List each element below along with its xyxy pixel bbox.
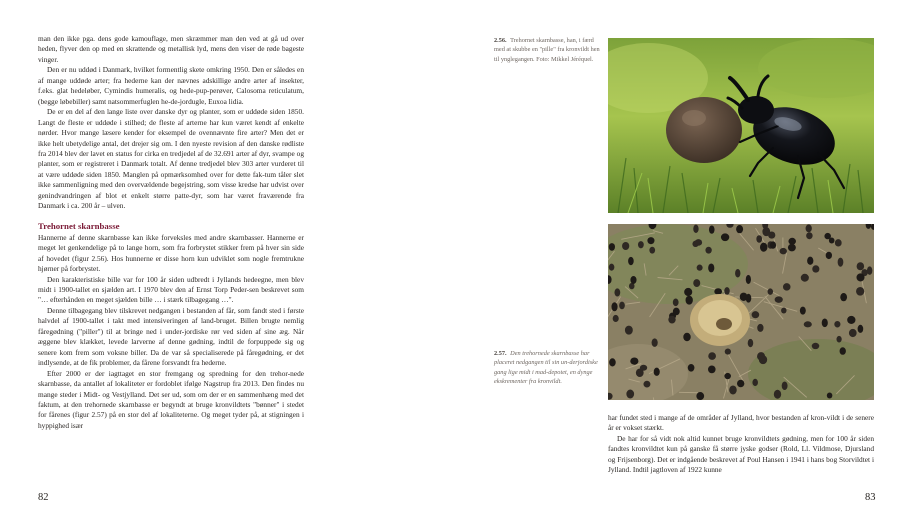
dung-pellet xyxy=(695,239,702,246)
dung-pellet xyxy=(643,381,650,388)
dung-pellet xyxy=(835,239,842,246)
dung-pellet xyxy=(780,248,787,255)
dung-pellet xyxy=(622,242,629,250)
dung-pellet xyxy=(640,365,647,371)
dung-pellet xyxy=(625,326,633,335)
dung-pellet xyxy=(775,296,783,303)
caption-text: Den trehornede skarnbasse har placeret nedgangen til sin un-derjordiske gang lige midt i mad-depotet, en dynge ekskrementer fra kronvildt. xyxy=(494,350,598,386)
dung-pellet xyxy=(840,347,846,354)
dung-pellet xyxy=(709,225,715,233)
paragraph: man den ikke pga. dens gode kamouflage, men skræmmer man den ved at gå ud over heden, flyver den op med en skrattende og metallisk lyd, mens den viser de røde bageste vinger. xyxy=(38,34,304,64)
dung-pellet xyxy=(628,257,634,265)
dung-pellet xyxy=(760,243,767,252)
dung-pellet xyxy=(801,274,809,282)
dung-pellet xyxy=(847,316,855,324)
dung-pellet xyxy=(822,319,828,328)
dung-pellet xyxy=(788,238,796,245)
paragraph: De er en del af den lange liste over danske dyr og planter, som er uddøde siden 1850. Langt de fleste er uddøde i stilhed; de fleste af arterne har kun været kendt af enkelte nørder. Hvor mange læsere kender for eksempel de ovennævnte fire arter? Men det er ikke helt ubetydelige antal, det drejer sig om. I den nyeste revision af den danske rødliste fra 2014 blev der lavet en status for cirka en tredjedel af de 32.691 arter af dyr, svampe og planter, som er registreret i Danmark totalt. Af denne tredjedel blev 303 arter vurderet til at være uddøde siden 1850. Manglen på opmærksomhed over for dette fak-tum tåler slet ikke sammenligning med den overvældende begejstring, som visse kredse har udvist over genindvandringen af blot et enkelt større patte-dyr, som har været fraværende fra Danmark i ca. 200 år – ulven. xyxy=(38,107,304,211)
dung-pellet xyxy=(757,352,765,360)
dung-pellet xyxy=(757,324,763,332)
dung-pellet xyxy=(729,385,737,394)
dung-pellet xyxy=(638,241,644,248)
dung-pellet xyxy=(774,390,781,399)
dung-pellet xyxy=(834,321,840,327)
figure-caption-2-56 xyxy=(494,36,600,64)
dung-pellet xyxy=(708,263,714,272)
dung-pellet xyxy=(686,296,693,305)
dung-pellet xyxy=(858,325,864,333)
dung-pellet xyxy=(609,264,615,271)
dung-pellet xyxy=(735,269,740,277)
left-text-column xyxy=(38,34,304,431)
dung-pellet xyxy=(683,333,690,341)
dung-pellet xyxy=(770,241,776,248)
dung-pellet xyxy=(826,252,832,259)
dung-pellet xyxy=(630,276,636,284)
dung-pellet xyxy=(737,380,744,387)
dung-pellet xyxy=(626,390,634,399)
dung-pellet xyxy=(748,339,754,347)
dung-pellet xyxy=(697,265,703,271)
dung-pellet xyxy=(705,247,711,254)
dung-pellet xyxy=(668,316,675,324)
dung-pellet xyxy=(812,343,820,349)
dung-pellet xyxy=(752,379,758,386)
dung-pellet xyxy=(740,293,748,301)
dung-pellet xyxy=(806,224,812,232)
dung-pellet xyxy=(756,235,762,243)
dung-pellet xyxy=(856,273,864,281)
dung-pellet xyxy=(609,243,615,251)
dung-pellet xyxy=(630,357,638,364)
dung-pellet xyxy=(752,311,760,318)
paragraph: Efter 2000 er der iagttaget en stor fremgang og spredning for den trehor-nede skarnbasse, da antallet af lokaliteter er fordoblet ifølge Nagstrup fra 2013. Den findes nu mange steder i Midt- og Vestjylland. Det ser ud, som om der er en sammenhæng med det faktum, at den trehornede skarnbasse er begyndt at bruge kronvildtets "bønner" i stedet for fårenes (figur 2.57) på en stor del af lokaliteterne. Og meget tyder på, at stigningen i hyppighed især xyxy=(38,368,304,430)
dung-pellet xyxy=(736,225,743,233)
page-number-right: 83 xyxy=(865,492,876,503)
dung-pellet xyxy=(693,279,700,287)
page-number-left: 82 xyxy=(38,492,49,503)
paragraph: Denne tilbagegang blev tilskrevet nedgangen i bestanden af får, som fandt sted i første halvdel af 1900-tallet i takt med intensiveringen af land-bruget. Billen brugte nemlig fåregødning ("piller") til at bringe ned i under-jordiske rør ved siden af sine æg. Når æggene blev klækket, levede larverne af denne gødning, indtil de forpuppede sig og senere kom frem som voksne biller. Da de var så specialiserede på fåregødning, er det indlysende, at de fik problemer, da fårene forsvandt fra hederne. xyxy=(38,305,304,368)
dung-pellet xyxy=(849,329,857,337)
paragraph: Den karakteristiske bille var for 100 år siden udbredt i Jyllands hedeegne, men blev midt i 1900-tallet en sjælden art. I 1970 blev den af Ernst Torp Peder-sen beskrevet som "… efterhånden en meget sjælden bille … i stærk tilbagegang …". xyxy=(38,274,304,305)
dung-pellet xyxy=(800,307,806,315)
dung-pellet xyxy=(768,288,773,294)
paragraph: har fundet sted i mange af de områder af Jylland, hvor bestanden af kron-vildt i de senere år er vokset stærkt. xyxy=(608,413,874,433)
right-text-column xyxy=(608,413,874,476)
dung-pellet xyxy=(708,366,716,374)
dung-pellet xyxy=(619,302,625,310)
dung-pellet xyxy=(673,299,679,307)
dung-pellet xyxy=(708,352,716,360)
dung-pile-photo xyxy=(608,224,874,400)
paragraph: De har for så vidt nok altid kunnet bruge kronvildtets gødning, men for 100 år siden fandtes kronvildtet kun på ganske få større jyske godser (Rold, Ll. Vildmose, Djursland og Frijsenborg). Det er indgående beskrevet af Poul Hansen i 1941 i hans bog Storvildtet i Jylland. Indtil jagtloven af 1922 kunne xyxy=(608,433,874,475)
caption-number: 2.57. xyxy=(494,350,507,357)
dung-pellet xyxy=(724,373,731,379)
dung-pellet xyxy=(613,315,619,322)
caption-number: 2.56. xyxy=(494,37,507,44)
dung-pellet xyxy=(684,288,692,296)
dung-pellet xyxy=(693,225,698,233)
dung-pellet xyxy=(867,266,872,275)
dung-pellet xyxy=(856,287,864,296)
dung-pellet xyxy=(827,393,833,399)
paragraph: Den er nu uddød i Danmark, hvilket formentlig skete omkring 1950. Den er således en af mange uddøde arter; fra hederne kan der nævnes adskillige andre arter af insekter, f.eks. glat hedeløber, Cymindis humeralis, og hede-pup-perøver, Calosoma reticulatum, (begge løbebiller) samt natsommerfuglen he-de-jordugle, Euxoa lidia. xyxy=(38,65,304,106)
dung-pellet xyxy=(652,338,658,347)
dung-pellet xyxy=(688,364,695,372)
dung-pellet xyxy=(649,247,655,254)
dung-pellet xyxy=(812,265,819,272)
dung-pellet xyxy=(746,275,751,284)
dung-pellet xyxy=(857,262,865,270)
paragraph: Hannerne af denne skarnbasse kan ikke forveksles med andre skarnbasser. Hannerne er meget let genkendelige på to lange horn, som fra forbrystet stikker frem på hver sin side af hovedet (figur 2.56). Hos hunnerne er disse horn kun udviklet som nogle fremtrukne hjørner på forbrystet. xyxy=(38,232,304,274)
dung-pellet xyxy=(806,232,812,239)
dung-pellet xyxy=(836,336,841,343)
dung-pellet xyxy=(647,237,654,244)
dung-pellet xyxy=(782,381,788,390)
dung-pellet xyxy=(807,257,813,265)
dung-pellet xyxy=(804,321,812,327)
beetle-photo xyxy=(608,38,874,213)
dung-pellet xyxy=(609,358,616,366)
dung-pellet xyxy=(724,287,729,295)
dung-pellet xyxy=(788,244,796,252)
figure-caption-2-57 xyxy=(494,349,600,387)
dung-pellet xyxy=(673,308,680,316)
section-heading: Trehornet skarnbasse xyxy=(38,220,120,231)
dung-pellet xyxy=(838,258,844,267)
dung-pellet xyxy=(714,288,722,295)
dung-pellet xyxy=(654,368,660,376)
dung-pellet xyxy=(696,392,704,400)
dung-pellet xyxy=(614,288,620,296)
dung-pellet xyxy=(611,302,617,311)
dung-pellet xyxy=(840,293,847,301)
caption-text: Trehornet skarnbasse, han, i færd med at skubbe en "pille" fra kronvildt hen til ynglegangen. Foto: Mikkel Jéréquel. xyxy=(494,37,600,63)
dung-pellet xyxy=(725,349,731,355)
dung-pellet xyxy=(721,233,729,241)
dung-pellet xyxy=(781,307,786,313)
dung-pellet xyxy=(824,233,831,239)
right-page xyxy=(456,0,912,532)
dung-pellet xyxy=(783,283,791,290)
